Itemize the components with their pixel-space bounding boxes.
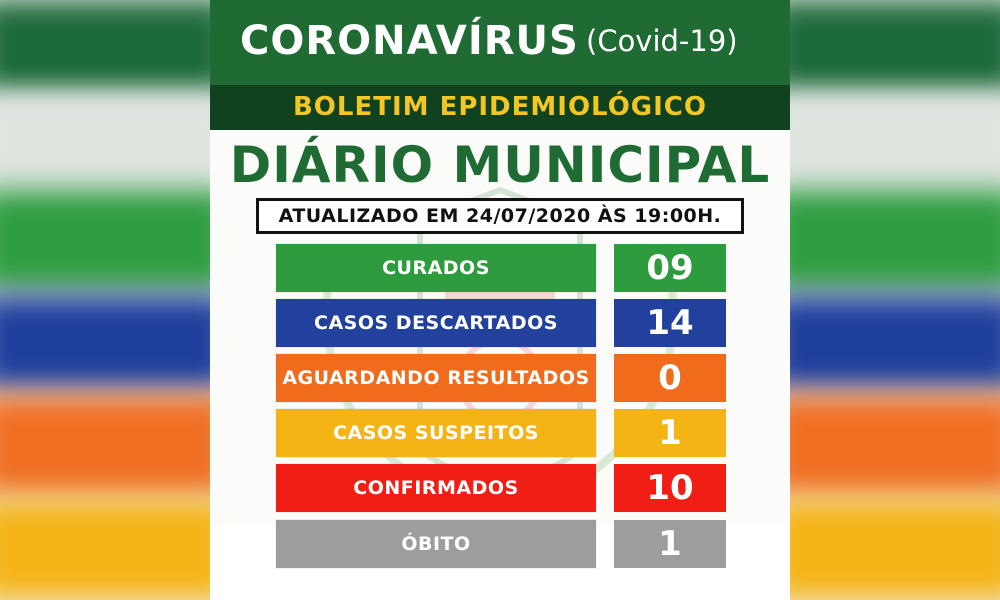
stat-value: 1 xyxy=(614,409,726,457)
stat-value: 09 xyxy=(614,244,726,292)
blurred-background-right xyxy=(790,0,1000,600)
stat-value: 0 xyxy=(614,354,726,402)
header-subtitle: (Covid-19) xyxy=(586,24,738,58)
blurred-background-left xyxy=(0,0,210,600)
stat-row-obito xyxy=(276,520,726,568)
stat-row-curados xyxy=(276,244,726,292)
bulletin-title: BOLETIM EPIDEMIOLÓGICO xyxy=(292,92,707,122)
stat-row-suspeitos xyxy=(276,409,726,457)
municipal-title: DIÁRIO MUNICIPAL xyxy=(229,136,771,194)
stat-label: AGUARDANDO RESULTADOS xyxy=(276,354,596,402)
stat-label: CASOS SUSPEITOS xyxy=(276,409,596,457)
stat-row-aguardando xyxy=(276,354,726,402)
stat-label: ÓBITO xyxy=(276,520,596,568)
update-timestamp: ATUALIZADO EM 24/07/2020 ÀS 19:00H. xyxy=(256,198,744,234)
stat-row-confirmados xyxy=(276,464,726,512)
stat-label: CONFIRMADOS xyxy=(276,464,596,512)
bulletin-poster xyxy=(210,0,790,600)
stat-row-descartados xyxy=(276,299,726,347)
stat-label: CASOS DESCARTADOS xyxy=(276,299,596,347)
header-title: CORONAVÍRUS xyxy=(240,18,579,64)
stat-value: 14 xyxy=(614,299,726,347)
stat-value: 1 xyxy=(614,520,726,568)
stat-label: CURADOS xyxy=(276,244,596,292)
stat-value: 10 xyxy=(614,464,726,512)
